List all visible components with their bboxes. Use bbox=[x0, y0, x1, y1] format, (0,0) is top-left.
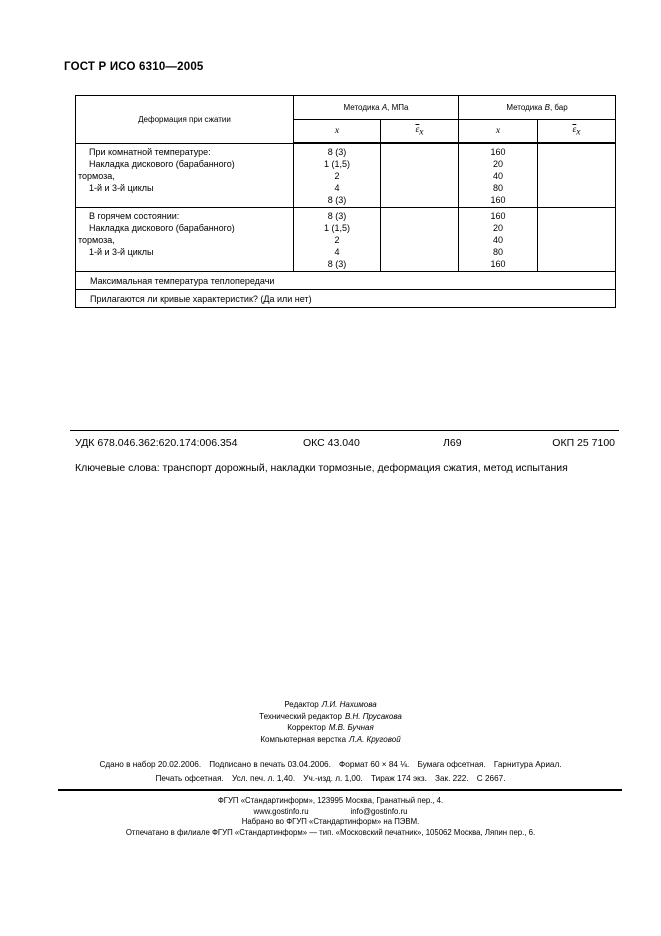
label-line: тормоза, bbox=[78, 235, 115, 245]
value: 4 bbox=[334, 247, 340, 257]
publisher-address: ФГУП «Стандартинформ», 123995 Москва, Гранатный пер., 4. bbox=[217, 796, 444, 805]
label-line: Накладка дискового (барабанного) bbox=[89, 223, 235, 233]
value-cell-a-x bbox=[294, 208, 381, 272]
website-url: www.gostinfo.ru bbox=[253, 806, 309, 816]
publisher-contacts bbox=[0, 807, 661, 818]
col-header-x-a bbox=[294, 120, 381, 144]
col-header-eps-a bbox=[381, 120, 459, 144]
staff-line-corrector bbox=[0, 722, 661, 734]
col-header-eps-b bbox=[538, 120, 616, 144]
value-cell-a-eps-empty bbox=[381, 208, 459, 272]
value-cell-a-eps-empty bbox=[381, 143, 459, 208]
table-row-room-temp bbox=[76, 143, 616, 208]
table-header-row-1 bbox=[76, 96, 616, 120]
x-symbol: x bbox=[334, 126, 340, 136]
method-a-prefix: Методика bbox=[343, 103, 382, 112]
value: 80 bbox=[492, 183, 503, 193]
value: 2 bbox=[334, 235, 340, 245]
staff-role: Компьютерная верстка bbox=[260, 734, 347, 744]
oks-code: ОКС 43.040 bbox=[303, 437, 360, 449]
keywords-line: Ключевые слова: транспорт дорожный, накладки тормозные, деформация сжатия, метод испытания bbox=[75, 462, 568, 474]
x-symbol: x bbox=[495, 126, 501, 136]
staff-block bbox=[0, 699, 661, 745]
value-cell-b-eps-empty bbox=[538, 143, 616, 208]
value: 40 bbox=[492, 235, 503, 245]
value-cell-b-x bbox=[459, 143, 538, 208]
value: 160 bbox=[490, 259, 506, 269]
value: 160 bbox=[490, 147, 506, 157]
value: 8 (3) bbox=[327, 195, 347, 205]
value-cell-b-eps-empty bbox=[538, 208, 616, 272]
imprint-line-1: Сдано в набор 20.02.2006. Подписано в печать 03.04.2006. Формат 60 × 84 ⅛. Бумага офсетная. Гарнитура Ариал. bbox=[99, 760, 562, 769]
epsilon-bar-symbol: $\overline{\varepsilon}$ bbox=[415, 124, 420, 135]
epsilon-subscript: x bbox=[419, 127, 424, 138]
divider-rule-bottom bbox=[58, 789, 622, 791]
value: 8 (3) bbox=[327, 259, 347, 269]
method-b-letter: В bbox=[544, 103, 550, 112]
staff-line-tech-editor bbox=[0, 711, 661, 723]
col-header-x-b bbox=[459, 120, 538, 144]
staff-role: Технический редактор bbox=[259, 711, 342, 721]
label-line: В горячем состоянии: bbox=[89, 211, 180, 221]
staff-role: Редактор bbox=[284, 700, 319, 709]
codes-line bbox=[75, 437, 615, 450]
value: 80 bbox=[492, 247, 503, 257]
value: 160 bbox=[490, 195, 506, 205]
method-b-prefix: Методика bbox=[506, 103, 545, 112]
staff-name: В.Н. Прусакова bbox=[344, 711, 402, 721]
value: 8 (3) bbox=[327, 211, 347, 221]
compression-table bbox=[75, 95, 616, 308]
value: 160 bbox=[490, 211, 506, 221]
okp-code: ОКП 25 7100 bbox=[552, 437, 615, 449]
method-a-letter: А bbox=[381, 103, 388, 112]
email-address: info@gostinfo.ru bbox=[350, 806, 408, 816]
staff-name: Л.И. Нахимова bbox=[321, 700, 377, 709]
staff-name: Л.А. Круговой bbox=[349, 734, 401, 744]
value: 4 bbox=[334, 183, 340, 193]
table-row-max-temp bbox=[76, 272, 616, 290]
label-line: 1-й и 3-й циклы bbox=[89, 182, 154, 193]
value: 2 bbox=[334, 171, 340, 181]
staff-line-editor bbox=[0, 699, 661, 711]
staff-name: М.В. Бучная bbox=[328, 723, 374, 732]
publisher-typeset: Набрано во ФГУП «Стандартинформ» на ПЭВМ. bbox=[241, 817, 420, 826]
label-line: При комнатной температуре: bbox=[89, 146, 211, 157]
imprint-line-2: Печать офсетная. Усл. печ. л. 1,40. Уч.-изд. л. 1,00. Тираж 174 экз. Зак. 222. С 2667. bbox=[155, 774, 506, 783]
publisher-printed: Отпечатано в филиале ФГУП «Стандартинформ» — тип. «Московский печатник», 105062 Москва, Ляпин пер., 6. bbox=[125, 827, 536, 837]
label-line: Накладка дискового (барабанного) bbox=[89, 158, 235, 169]
curves-question-label: Прилагаются ли кривые характеристик? (Да или нет) bbox=[76, 290, 616, 308]
value: 1 (1,5) bbox=[323, 223, 350, 233]
method-a-suffix: , МПа bbox=[387, 103, 409, 112]
staff-role: Корректор bbox=[287, 723, 326, 732]
max-temp-label: Максимальная температура теплопередачи bbox=[76, 272, 616, 290]
table-row-hot-state bbox=[76, 208, 616, 272]
value: 20 bbox=[492, 159, 503, 169]
doc-title: ГОСТ Р ИСО 6310—2005 bbox=[64, 61, 204, 73]
value: 1 (1,5) bbox=[323, 159, 350, 169]
epsilon-bar-symbol: $\overline{\varepsilon}$ bbox=[572, 124, 577, 135]
value-cell-a-x bbox=[294, 143, 381, 208]
table-row-curves bbox=[76, 290, 616, 308]
value-cell-b-x bbox=[459, 208, 538, 272]
row-label-cell bbox=[76, 208, 294, 272]
value: 8 (3) bbox=[327, 147, 347, 157]
epsilon-subscript: x bbox=[576, 127, 581, 138]
label-line: 1-й и 3-й циклы bbox=[89, 247, 154, 257]
publisher-block bbox=[0, 796, 661, 838]
label-line: тормоза, bbox=[78, 170, 115, 181]
table-header-method-a bbox=[294, 96, 459, 120]
value: 20 bbox=[492, 223, 503, 233]
method-b-suffix: , бар bbox=[549, 103, 568, 112]
imprint-block bbox=[0, 758, 661, 786]
table-header-deformation: Деформация при сжатии bbox=[76, 96, 294, 144]
classifier-code: Л69 bbox=[443, 437, 462, 449]
staff-line-layout bbox=[0, 734, 661, 746]
table-header-method-b bbox=[459, 96, 616, 120]
value: 40 bbox=[492, 171, 503, 181]
row-label-cell bbox=[76, 143, 294, 208]
udk-code: УДК 678.046.362:620.174:006.354 bbox=[75, 437, 238, 449]
divider-rule-top bbox=[70, 430, 619, 431]
